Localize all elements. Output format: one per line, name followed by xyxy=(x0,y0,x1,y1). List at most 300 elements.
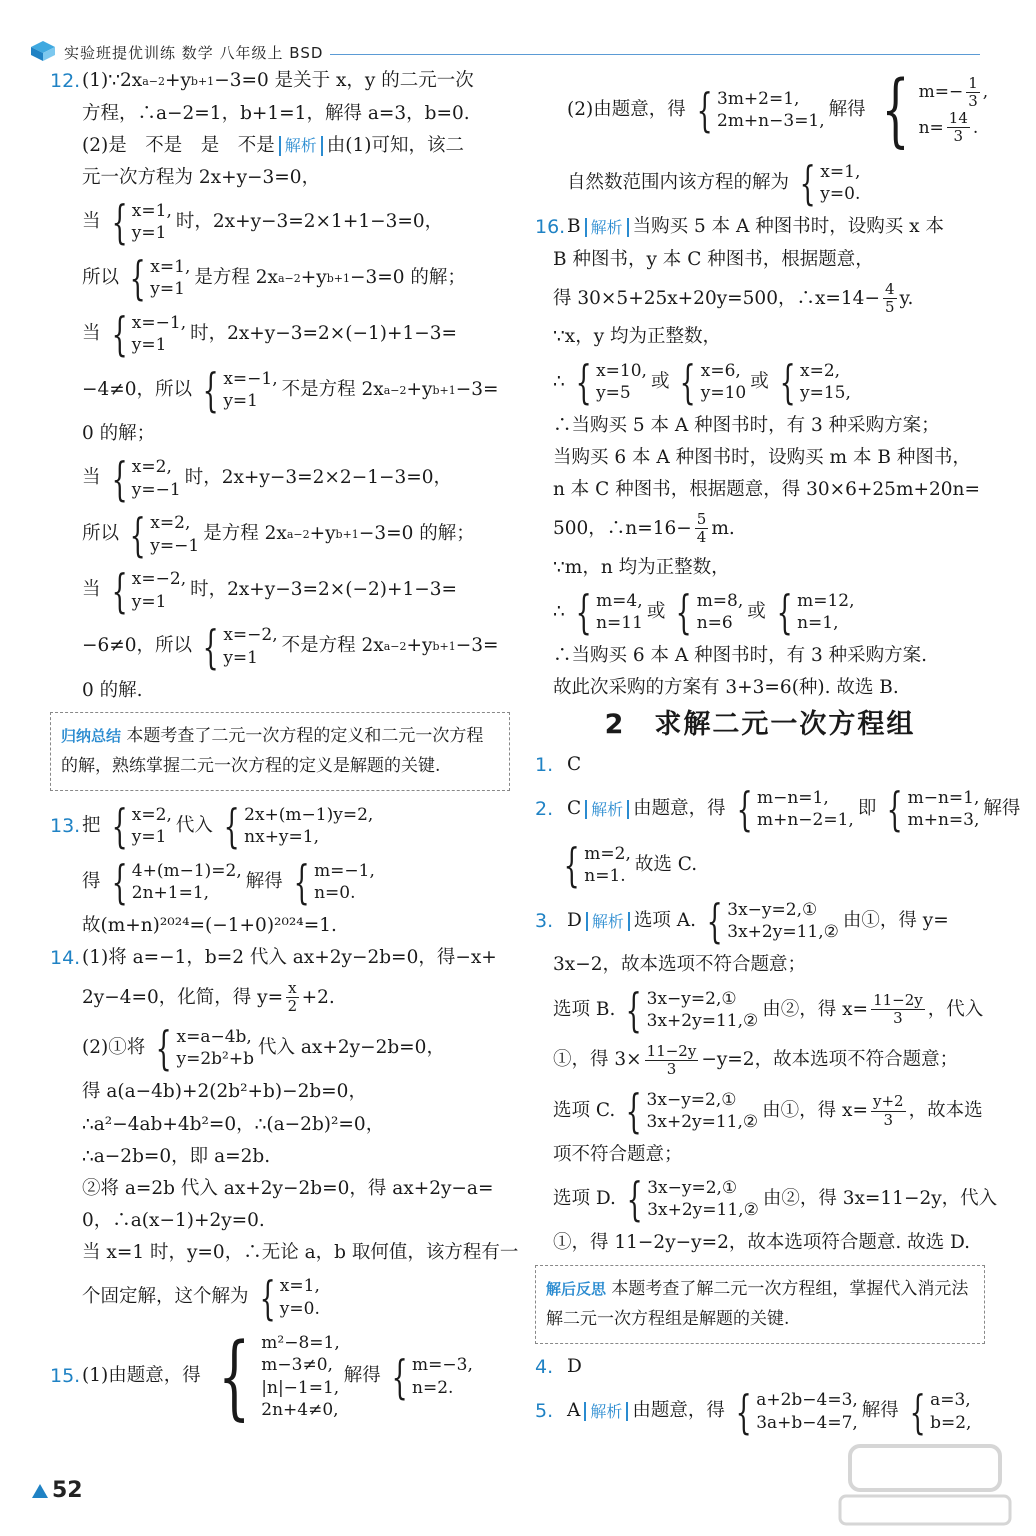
a2-text: 故选 C. xyxy=(634,854,698,876)
equation-system: { m=12, n=1, xyxy=(776,584,855,639)
q12-text: 当 xyxy=(82,467,101,489)
exponent: b+1 xyxy=(190,74,215,88)
numerator: 11−2y xyxy=(873,990,923,1009)
a3-number: 3. xyxy=(535,910,554,933)
equation-system: { a+2b−4=3, 3a+b−4=7, xyxy=(735,1384,858,1439)
a3-text: 由②，得 3x=11−2y，代入 xyxy=(762,1188,998,1210)
equation-system: { m=− $\frac{1}{3}$ , n= $\frac{14}{3}$ . xyxy=(881,63,989,156)
system-row xyxy=(919,110,989,146)
system-row: y=1 xyxy=(150,279,185,300)
q12-text: −3= xyxy=(455,379,499,401)
q12-text: +y xyxy=(406,379,433,401)
system-row: y=1 xyxy=(223,391,258,412)
a3-line-7 xyxy=(535,1172,998,1227)
system-row: nx+y=1, xyxy=(244,826,320,847)
exponent: a−2 xyxy=(383,639,407,653)
q12-line-4 xyxy=(50,167,510,189)
system-row: x=−1, xyxy=(131,313,187,334)
fraction xyxy=(871,1093,906,1129)
a3-text: 由②，得 x= xyxy=(762,998,869,1020)
q14-line-1 xyxy=(50,947,510,970)
fraction xyxy=(966,75,980,111)
exponent: a−2 xyxy=(277,271,301,285)
q12-text: 是方程 2x xyxy=(203,523,287,545)
q14-text: 得 a(a−4b)+2(2b²+b)−2b=0， xyxy=(82,1081,367,1103)
a2-number: 2. xyxy=(535,798,554,821)
a2-answer: C xyxy=(567,798,582,820)
q12-text: +y xyxy=(300,267,327,289)
q16-text: m. xyxy=(711,517,735,539)
equation-system: { m−n=1, m+n−2=1, xyxy=(736,782,854,837)
q14-text: (2)①将 xyxy=(82,1037,146,1059)
q15-text: . xyxy=(972,117,979,138)
system-row: m=4, xyxy=(596,590,643,611)
q12-text: 0 的解. xyxy=(82,679,143,701)
equation-system: { x=6, y=10 xyxy=(680,354,747,409)
q13-line-1 xyxy=(50,798,510,853)
q12-text: 当 xyxy=(82,211,101,233)
q15-text: , xyxy=(982,82,989,103)
q16-text: n 本 C 种图书，根据题意，得 30×6+25m+20n= xyxy=(553,479,980,501)
a3-text: 选项 C. xyxy=(553,1100,616,1122)
q12-text: 时，2x+y−3=2×2−1−3=0， xyxy=(184,467,453,489)
q12-text: 由(1)可知，该二 xyxy=(326,134,464,156)
system-row: x=2, xyxy=(131,804,172,825)
system-row: y=1 xyxy=(131,591,167,612)
equation-system: { x=1, y=0. xyxy=(259,1270,320,1325)
q14-text: 2y−4=0，化简，得 y= xyxy=(82,986,284,1008)
a3-text: 选项 D. xyxy=(553,1188,616,1210)
system-row: 3x+2y=11,② xyxy=(727,922,839,943)
system-row: n=11 xyxy=(596,612,643,633)
q16-number: 16. xyxy=(535,216,566,238)
q12-case-4 xyxy=(50,363,510,418)
q14-line-2 xyxy=(50,980,510,1016)
equation-system: { x=1, y=1 xyxy=(111,195,172,250)
q13-text: 代入 xyxy=(175,814,213,836)
q16-line-4 xyxy=(535,326,985,348)
q16-line-8 xyxy=(535,511,985,547)
equation-system: { 4+(m−1)=2, 2n+1=1, xyxy=(111,854,242,909)
q15-text: (1)由题意，得 xyxy=(82,1365,201,1387)
equation-system: { m²−8=1, m−3≠0, |n|−1=1, 2n+4≠0, xyxy=(217,1322,340,1430)
q12-line-3 xyxy=(50,135,510,157)
system-row: 2x+(m−1)y=2, xyxy=(244,804,374,825)
analysis-tag: 解析 xyxy=(584,1402,628,1421)
system-row: 3x−y=2,① xyxy=(646,1090,737,1111)
a3-text: 项不符合题意； xyxy=(553,1144,683,1166)
q14-line-9 xyxy=(50,1242,519,1264)
fraction xyxy=(286,980,298,1016)
q14-text: ∴a−2b=0，即 a=2b. xyxy=(82,1145,271,1167)
a2-text: 由题意，得 xyxy=(633,798,726,820)
header-title: 实验班提优训练 数学 八年级上 BSD xyxy=(64,44,324,62)
q12-text: 元一次方程为 2x+y−3=0， xyxy=(82,167,321,189)
equation-system: { m=8, n=6 xyxy=(675,584,744,639)
equation-system: { x=−2, y=1 xyxy=(202,619,278,674)
system-row: 3m+2=1, xyxy=(717,88,800,109)
system-row: y=2b²+b xyxy=(176,1049,254,1070)
a3-line-6 xyxy=(535,1144,985,1166)
a3-line-3 xyxy=(535,982,985,1037)
q12-case-6 xyxy=(50,507,510,562)
q12-text: −3= xyxy=(455,635,499,657)
q15-number: 15. xyxy=(50,1365,81,1388)
q15b-line-1 xyxy=(535,63,989,156)
q12-line-2 xyxy=(50,103,510,125)
system-row: m²−8=1, xyxy=(261,1333,340,1354)
system-row: m−n=1, xyxy=(756,788,829,809)
denominator: 3 xyxy=(893,1009,903,1028)
q12-text: −6≠0，所以 xyxy=(82,635,193,657)
q15-text: 解得 xyxy=(828,98,866,120)
system-row: n=0. xyxy=(314,882,356,903)
q16-text: ∴ xyxy=(553,370,565,392)
q16-answer: B xyxy=(567,216,581,238)
system-row: x=2, xyxy=(800,360,841,381)
denominator: 2 xyxy=(287,997,298,1016)
a2-line-1 xyxy=(535,782,1021,837)
equation-system: { 3x−y=2,① 3x+2y=11,② xyxy=(625,982,759,1037)
equation-system: { a=3, b=2, xyxy=(909,1384,972,1439)
denominator: 5 xyxy=(884,298,895,317)
a3-answer: D xyxy=(567,910,582,932)
a4-line xyxy=(535,1356,985,1379)
summary-note xyxy=(50,712,510,791)
system-row: 4+(m−1)=2, xyxy=(131,860,242,881)
q16-text: 或 xyxy=(650,370,670,392)
q15b-line-2 xyxy=(535,156,985,210)
system-row: a+2b−4=3, xyxy=(756,1390,858,1411)
q12-case-1 xyxy=(50,195,510,250)
q12-number: 12. xyxy=(50,70,81,92)
system-row: y=10 xyxy=(700,382,747,403)
system-row: 3a+b−4=7, xyxy=(756,1412,858,1433)
analysis-tag: 解析 xyxy=(279,136,323,155)
q13-line-3 xyxy=(50,915,510,937)
system-row: b=2, xyxy=(930,1412,972,1433)
q13-text: 把 xyxy=(82,814,101,836)
book-logo-icon xyxy=(30,40,56,62)
a3-text: ，故本选 xyxy=(908,1100,983,1122)
system-row: m−n=1, xyxy=(907,788,980,809)
q16-text: 500，∴n=16− xyxy=(553,517,692,539)
denominator: 3 xyxy=(953,127,964,146)
equation-system: { m=−1, n=0. xyxy=(293,854,375,909)
a3-text: ①，得 11−2y−y=2，故本选项符合题意. 故选 D. xyxy=(553,1232,971,1254)
fraction xyxy=(883,281,897,317)
system-row: x=−2, xyxy=(131,569,187,590)
equation-system: { 3x−y=2,① 3x+2y=11,② xyxy=(706,894,839,949)
a3-text: 由①，得 x= xyxy=(762,1100,868,1122)
q12-text: 当 xyxy=(82,579,101,601)
q12-text: 是方程 2x xyxy=(194,267,278,289)
reflection-note xyxy=(535,1265,985,1344)
q12-case-8 xyxy=(50,619,510,674)
q16-text: ∴当购买 5 本 A 种图书时，有 3 种采购方案； xyxy=(553,414,940,436)
q16-text: 当购买 6 本 A 种图书时，设购买 m 本 B 种图书， xyxy=(553,446,971,468)
system-row: y=1 xyxy=(131,826,167,847)
q14-text: 代入 ax+2y−2b=0， xyxy=(258,1037,445,1059)
q16-line-5 xyxy=(535,415,985,437)
equation-system: { m=2, n=1. xyxy=(563,838,631,893)
system-row: m=12, xyxy=(797,590,855,611)
system-row: 3x−y=2,① xyxy=(727,900,818,921)
equation-system: { x=2, y=−1 xyxy=(129,507,200,562)
numerator: 14 xyxy=(948,109,968,127)
q13-text: 得 xyxy=(82,870,101,892)
a3-line-2 xyxy=(535,954,985,976)
a5-text: 由题意，得 xyxy=(632,1400,725,1422)
system-row: m=−1, xyxy=(314,860,375,881)
denominator: 4 xyxy=(696,528,707,547)
q12-case-3 xyxy=(50,307,510,362)
equation-system: { x=10, y=5 xyxy=(575,354,647,409)
q16-line-2 xyxy=(535,249,985,271)
q12-line-1 xyxy=(50,70,510,93)
q16-text: y. xyxy=(899,287,914,309)
system-row: y=1 xyxy=(131,223,167,244)
q16-line-3 xyxy=(535,281,985,317)
system-row: 2m+n−3=1, xyxy=(717,111,825,131)
equation-system: { m=4, n=11 xyxy=(575,584,643,639)
q12-text: 方程，∴a−2=1，b+1=1，解得 a=3，b=0. xyxy=(82,102,470,124)
a1-number: 1. xyxy=(535,753,554,776)
system-row: m+n=3, xyxy=(907,810,980,831)
equation-system: { x=a−4b, y=2b²+b xyxy=(155,1021,254,1076)
q12-text: 当 xyxy=(82,323,101,345)
q14-line-6 xyxy=(50,1146,510,1168)
q12-text: −3=0 的解； xyxy=(349,267,466,289)
equation-system: { 3x−y=2,① 3x+2y=11,② xyxy=(626,1172,759,1227)
q16-text: 或 xyxy=(747,600,766,622)
numerator: 1 xyxy=(968,73,978,92)
q12-text: 所以 xyxy=(82,267,120,289)
q14-text: +2. xyxy=(301,986,335,1008)
system-row: y=0. xyxy=(279,1298,320,1319)
page-header xyxy=(30,38,980,68)
system-row: x=−2, xyxy=(223,625,278,646)
system-row: y=1 xyxy=(131,335,167,356)
q12-text: 时，2x+y−3=2×(−2)+1−3= xyxy=(190,579,458,601)
q15-text: 解得 xyxy=(343,1365,381,1387)
a1-answer: C xyxy=(567,753,582,775)
q16-text: 或 xyxy=(646,600,666,622)
q14-line-4 xyxy=(50,1081,510,1103)
fraction xyxy=(645,1043,699,1079)
q16-text: ∴当购买 6 本 A 种图书时，有 3 种采购方案. xyxy=(553,644,928,666)
q13-line-2 xyxy=(50,854,510,909)
system-row: a=3, xyxy=(930,1390,971,1411)
q16-text: 或 xyxy=(750,370,769,392)
denominator: 3 xyxy=(666,1059,677,1078)
fraction xyxy=(695,511,709,547)
q15-text: (2)由题意，得 xyxy=(567,98,686,120)
exponent: a−2 xyxy=(383,383,407,397)
q13-text: 故(m+n)²⁰²⁴=(−1+0)²⁰²⁴=1. xyxy=(82,914,337,936)
q12-text: +y xyxy=(309,523,336,545)
q15-text: 自然数范围内该方程的解为 xyxy=(567,171,790,193)
a3-text: −y=2，故本选项不符合题意； xyxy=(701,1049,959,1071)
q12-text: 0 的解； xyxy=(82,423,156,445)
exponent: b+1 xyxy=(335,527,359,541)
exponent: a−2 xyxy=(142,74,165,88)
exponent: b+1 xyxy=(432,639,456,653)
system-row: 3x−y=2,① xyxy=(647,1178,738,1199)
a3-text: 由①，得 y= xyxy=(842,910,949,932)
system-row: x=−1, xyxy=(223,369,278,390)
equation-system: { m=−3, n=2. xyxy=(391,1349,473,1404)
page-number xyxy=(32,1478,83,1503)
q12-text: −4≠0，所以 xyxy=(82,379,193,401)
q12-text: 时，2x+y−3=2×1+1−3=0， xyxy=(175,211,444,233)
q14-line-5 xyxy=(50,1114,510,1136)
system-row: x=a−4b, xyxy=(176,1027,252,1048)
q14-line-10 xyxy=(50,1270,510,1325)
system-row: y=5 xyxy=(596,382,631,403)
system-row: x=2, xyxy=(131,457,172,478)
q16-line-9 xyxy=(535,557,985,579)
q14-text: 0，∴a(x−1)+2y=0. xyxy=(82,1210,265,1232)
q16-line-11 xyxy=(535,677,985,699)
fraction xyxy=(947,110,970,146)
system-row: m=8, xyxy=(696,590,744,611)
a3-line-8 xyxy=(535,1232,985,1254)
system-row: y=−1 xyxy=(150,535,200,556)
q12-text: −3=0 的解； xyxy=(358,523,475,545)
equation-system: { x=−1, y=1 xyxy=(202,363,278,418)
a2-line-2 xyxy=(535,838,985,893)
left-column xyxy=(50,70,519,1433)
equation-system: { x=2, y=−1 xyxy=(111,451,181,506)
a3-text: 3x−2，故本选项不符合题意； xyxy=(553,954,806,976)
system-row: 3x−y=2,① xyxy=(646,988,737,1009)
system-row: |n|−1=1, xyxy=(261,1377,340,1398)
a3-text: 选项 B. xyxy=(553,998,616,1020)
denominator: 3 xyxy=(883,1110,894,1129)
q16-text: ∵m，n 均为正整数， xyxy=(553,556,730,578)
system-row: 3x+2y=11,② xyxy=(646,1010,759,1031)
note-text: 本题考查了解二元一次方程组，掌握代入消元法解二元一次方程组是解题的关键. xyxy=(546,1278,969,1330)
q16-line-1 xyxy=(535,216,985,239)
a3-text: ①，得 3× xyxy=(553,1049,642,1071)
header-rule xyxy=(330,54,980,55)
q14-text: 当 x=1 时，y=0，∴无论 a，b 取何值，该方程有一 xyxy=(82,1242,519,1264)
q12-case-5 xyxy=(50,451,510,506)
q14-line-3 xyxy=(50,1021,510,1076)
watermark-stamp-icon xyxy=(830,1440,1020,1530)
system-row: x=1, xyxy=(131,201,172,222)
a3-line-5 xyxy=(535,1084,985,1139)
q16-solutions-1 xyxy=(535,354,985,409)
system-row: n=6 xyxy=(696,612,733,633)
numerator: 11−2y xyxy=(646,1041,697,1060)
note-label: 归纳总结 xyxy=(61,726,122,745)
q15-text: n= xyxy=(918,117,944,138)
equation-system: { x=2, y=1 xyxy=(111,798,172,853)
system-row: m−3≠0, xyxy=(261,1355,333,1376)
note-text: 本题考查了二元一次方程的定义和二元一次方程的解，熟练掌握二元一次方程的定义是解题的关键. xyxy=(61,725,484,777)
system-row: m=−3, xyxy=(412,1355,473,1376)
equation-system: { x=1, y=0. xyxy=(799,156,861,210)
q16-line-7 xyxy=(535,479,985,501)
a5-answer: A xyxy=(567,1400,581,1422)
denominator: 3 xyxy=(968,91,978,110)
system-row xyxy=(919,75,989,111)
system-row: x=1, xyxy=(820,161,861,182)
q16-line-10 xyxy=(535,645,985,667)
a4-number: 4. xyxy=(535,1355,554,1378)
q13-text: 解得 xyxy=(245,870,283,892)
system-row: 2n+1=1, xyxy=(131,882,210,903)
q12-text: 所以 xyxy=(82,523,120,545)
q12-text: 时，2x+y−3=2×(−1)+1−3= xyxy=(190,323,458,345)
q16-line-6 xyxy=(535,447,985,469)
q12-text: +y xyxy=(406,635,433,657)
system-row: y=1 xyxy=(223,647,258,668)
equation-system: { x=1, y=1 xyxy=(129,251,191,306)
q14-line-7 xyxy=(50,1178,510,1200)
system-row: 3x+2y=11,② xyxy=(647,1200,759,1221)
system-row: y=0. xyxy=(820,184,861,204)
equation-system: { 2x+(m−1)y=2, nx+y=1, xyxy=(223,798,374,853)
numerator: 4 xyxy=(884,279,895,298)
system-row: m+n−2=1, xyxy=(756,810,854,831)
system-row: n=1. xyxy=(584,866,626,887)
q16-text: 故此次采购的方案有 3+3=6(种). 故选 B. xyxy=(553,677,899,699)
q12-text: (2)是 不是 是 不是 xyxy=(82,134,275,156)
q14-text: (1)将 a=−1，b=2 代入 ax+2y−2b=0，得−x+ xyxy=(82,947,497,969)
q12-text: −3=0 是关于 x，y 的二元一次 xyxy=(214,70,474,92)
a2-text: 解得 xyxy=(983,798,1021,820)
q15-text: m=− xyxy=(918,82,964,103)
equation-system: { 3x−y=2,① 3x+2y=11,② xyxy=(625,1084,759,1139)
fraction xyxy=(871,992,925,1028)
q12-case-7 xyxy=(50,563,510,618)
system-row: x=2, xyxy=(150,513,191,534)
exponent: b+1 xyxy=(326,271,350,285)
q14-line-8 xyxy=(50,1210,510,1232)
q16-text: 当购买 5 本 A 种图书时，设购买 x 本 xyxy=(632,216,944,238)
q16-text: ∵x，y 均为正整数， xyxy=(553,326,722,348)
equation-system: { m−n=1, m+n=3, xyxy=(886,782,980,837)
equation-system: { x=−2, y=1 xyxy=(111,563,187,618)
equation-system: { x=−1, y=1 xyxy=(111,307,187,362)
page-number-text: 52 xyxy=(52,1478,83,1503)
a3-text: ，代入 xyxy=(927,998,984,1020)
q15-line-1 xyxy=(50,1322,510,1430)
q12-text: +y xyxy=(164,70,191,92)
system-row: x=10, xyxy=(596,360,647,381)
equation-system: { x=2, y=15, xyxy=(779,354,851,409)
exponent: b+1 xyxy=(432,383,456,397)
q12-text: 不是方程 2x xyxy=(281,379,384,401)
q12-line-c4b xyxy=(50,423,510,445)
a5-number: 5. xyxy=(535,1400,554,1423)
a3-text: 选项 A. xyxy=(633,910,696,932)
q16-solutions-2 xyxy=(535,584,985,639)
q16-text: B 种图书，y 本 C 种图书，根据题意， xyxy=(553,248,874,270)
a3-line-1 xyxy=(535,894,985,949)
q12-case-2 xyxy=(50,251,510,306)
page-arrow-icon xyxy=(32,1484,48,1498)
a3-line-4 xyxy=(535,1043,985,1079)
q14-text: ∴a²−4ab+4b²=0，∴(a−2b)²=0， xyxy=(82,1113,385,1135)
system-row: 3x+2y=11,② xyxy=(646,1112,759,1133)
note-label: 解后反思 xyxy=(546,1279,607,1298)
system-row: x=6, xyxy=(700,360,741,381)
a5-line-1 xyxy=(535,1384,985,1439)
